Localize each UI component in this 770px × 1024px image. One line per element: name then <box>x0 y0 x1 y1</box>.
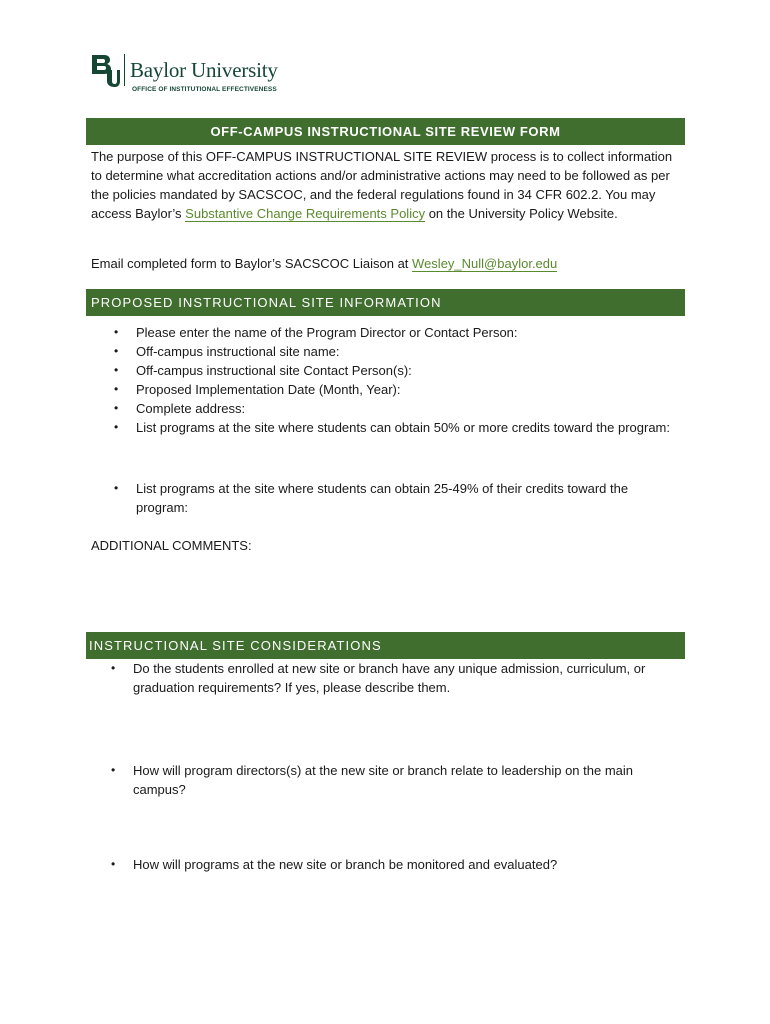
university-name: Baylor University <box>130 58 278 82</box>
considerations-list <box>109 855 674 874</box>
list-item: • How will programs at the new site or branch be monitored and evaluated? <box>109 855 674 874</box>
list-item: • Off-campus instructional site Contact Person(s): <box>112 361 672 380</box>
list-item: • List programs at the site where students can obtain 25-49% of their credits toward the program: <box>112 479 672 517</box>
form-title: OFF-CAMPUS INSTRUCTIONAL SITE REVIEW FORM <box>86 118 685 145</box>
list-item: • Complete address: <box>112 399 672 418</box>
list-item: • Off-campus instructional site name: <box>112 342 672 361</box>
intro-text: The purpose of this OFF-CAMPUS INSTRUCTIONAL SITE REVIEW process is to collect information to determine what accreditation actions and/or administrative actions may need to be followed as per the policies mandated by SACSCOC, and the federal regulations found in 34 CFR 602.2. You may access Baylor’s <box>91 149 673 221</box>
email-text: Email completed form to Baylor’s SACSCOC Liaison at <box>91 256 413 271</box>
office-name: OFFICE OF INSTITUTIONAL EFFECTIVENESS <box>132 86 277 93</box>
baylor-bu-logo-icon <box>90 52 120 88</box>
baylor-logo <box>90 52 290 98</box>
additional-comments-label: ADDITIONAL COMMENTS: <box>91 538 252 553</box>
list-item: • How will program directors(s) at the new site or branch relate to leadership on the main campus? <box>109 761 674 799</box>
list-item: • Do the students enrolled at new site or branch have any unique admission, curriculum, or graduation requirements? If yes, please describe them. <box>109 659 674 697</box>
email-instruction <box>91 254 557 273</box>
logo-divider <box>124 54 125 86</box>
site-info-list-continued <box>112 479 672 517</box>
considerations-list <box>109 659 674 697</box>
intro-text-end: on the University Policy Website. <box>425 206 618 221</box>
site-info-list <box>112 323 672 437</box>
liaison-email-link[interactable]: Wesley_Null@baylor.edu <box>412 256 558 271</box>
intro-paragraph <box>91 147 686 223</box>
list-item: • Please enter the name of the Program Director or Contact Person: <box>112 323 672 342</box>
list-item: • Proposed Implementation Date (Month, Year): <box>112 380 672 399</box>
list-item: • List programs at the site where students can obtain 50% or more credits toward the program: <box>112 418 672 437</box>
section-heading-site-info: PROPOSED INSTRUCTIONAL SITE INFORMATION <box>86 289 685 316</box>
considerations-list <box>109 761 674 799</box>
section-heading-considerations: INSTRUCTIONAL SITE CONSIDERATIONS <box>86 632 685 659</box>
substantive-change-policy-link[interactable]: Substantive Change Requirements Policy <box>185 206 426 221</box>
